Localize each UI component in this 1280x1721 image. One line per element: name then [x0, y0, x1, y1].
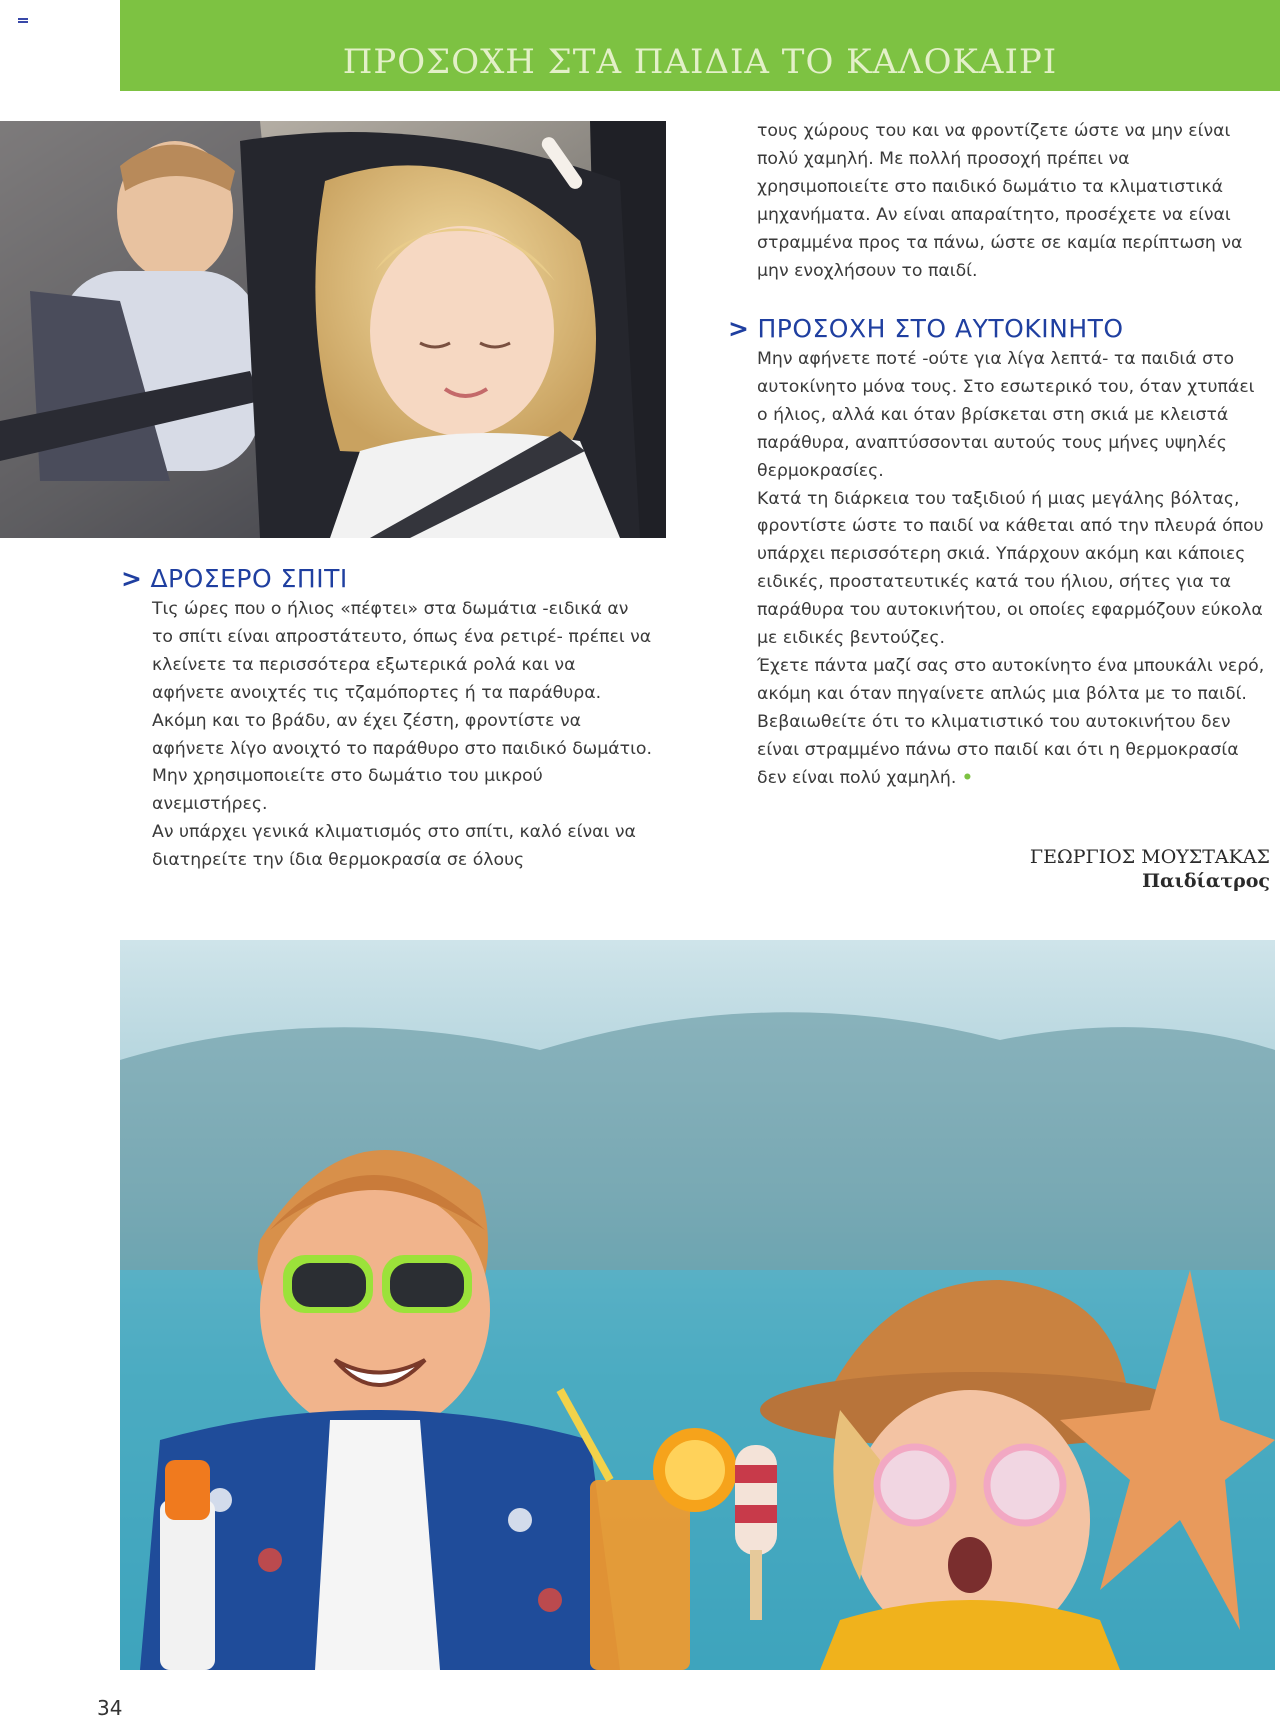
- children-in-car-seat-photo: [0, 121, 666, 538]
- paragraph-text: Βεβαιωθείτε ότι το κλιματιστικό του αυτοκινήτου δεν είναι στραμμένο πάνω στο παιδί και ότι η θερμοκρασία δεν είναι πολύ χαμηλή.: [757, 711, 1239, 788]
- page-number: 34: [97, 1696, 123, 1720]
- section-heading-text: ΔΡΟΣΕΡΟ ΣΠΙΤΙ: [150, 564, 348, 593]
- paragraph: [757, 709, 1267, 793]
- author-signature: [1030, 846, 1270, 892]
- section-heading-car-safety: [728, 314, 1124, 343]
- paragraph: Έχετε πάντα μαζί σας στο αυτοκίνητο ένα μπουκάλι νερό, ακόμη και όταν πηγαίνετε απλώς μια βόλτα με το παιδί.: [757, 655, 1265, 704]
- cool-home-body: [152, 596, 652, 875]
- paragraph: Κατά τη διάρκεια του ταξιδιού ή μιας μεγάλης βόλτας, φροντίστε ώστε το παιδί να κάθεται από την πλευρά όπου υπάρχει περισσότερη σκιά. Υπάρχουν ακόμη και κάποιες ειδικές, προστατευτικές κατά του ήλιου, σήτες για τα παράθυρα του αυτοκινήτου, οι οποίες εφαρμόζουν εύκολα με ειδικές βεντούζες.: [757, 488, 1264, 649]
- author-role: Παιδίατρος: [1142, 870, 1270, 892]
- paragraph: Αν υπάρχει γενικά κλιματισμός στο σπίτι, καλό είναι να διατηρείτε την ίδια θερμοκρασία σε όλους: [152, 822, 636, 871]
- section-heading-text: ΠΡΟΣΟΧΗ ΣΤΟ ΑΥΤΟΚΙΝΗΤΟ: [757, 314, 1124, 343]
- paragraph: Μην αφήνετε ποτέ -ούτε για λίγα λεπτά- τα παιδιά στο αυτοκίνητο μόνα τους. Στο εσωτερικό του, όταν χτυπάει ο ήλιος, αλλά και όταν βρίσκεται στη σκιά με κλειστά παράθυρα, αναπτύσσονται αυτούς τους μήνες υψηλές θερμοκρασίες.: [757, 349, 1255, 481]
- right-column-continuation: [757, 118, 1267, 285]
- end-mark-icon: •: [961, 767, 973, 788]
- chevron-right-icon: >: [121, 564, 143, 593]
- paragraph: Μην χρησιμοποιείτε στο δωμάτιο του μικρού ανεμιστήρες.: [152, 766, 543, 815]
- page-title: ΠΡΟΣΟΧΗ ΣΤΑ ΠΑΙΔΙΑ ΤΟ ΚΑΛΟΚΑΙΡΙ: [342, 42, 1058, 82]
- section-heading-cool-home: [121, 564, 348, 593]
- paragraph: τους χώρους του και να φροντίζετε ώστε να μην είναι πολύ χαμηλή. Με πολλή προσοχή πρέπει να χρησιμοποιείτε στο παιδικό δωμάτιο τα κλιματιστικά μηχανήματα. Αν είναι απαραίτητο, προσέχετε να είναι στραμμένα προς τα πάνω, ώστε σε καμία περίπτωση να μην ενοχλήσουν το παιδί.: [757, 121, 1243, 281]
- chevron-right-icon: >: [728, 314, 750, 343]
- kids-with-sunglasses-at-beach-photo: [120, 940, 1275, 1670]
- car-safety-body: [757, 346, 1267, 793]
- author-name: ΓΕΩΡΓΙΟΣ ΜΟΥΣΤΑΚΑΣ: [1029, 846, 1270, 868]
- menu-icon[interactable]: [18, 18, 28, 26]
- title-banner: [120, 0, 1280, 91]
- paragraph: Τις ώρες που ο ήλιος «πέφτει» στα δωμάτια -ειδικά αν το σπίτι είναι απροστάτευτο, όπως ένα ρετιρέ- πρέπει να κλείνετε τα περισσότερα εξωτερικά ρολά και να αφήνετε ανοιχτές τις τζαμόπορτες ή τα παράθυρα. Ακόμη και το βράδυ, αν έχει ζέστη, φροντίστε να αφήνετε λίγο ανοιχτό το παράθυρο στο παιδικό δωμάτιο.: [152, 599, 652, 759]
